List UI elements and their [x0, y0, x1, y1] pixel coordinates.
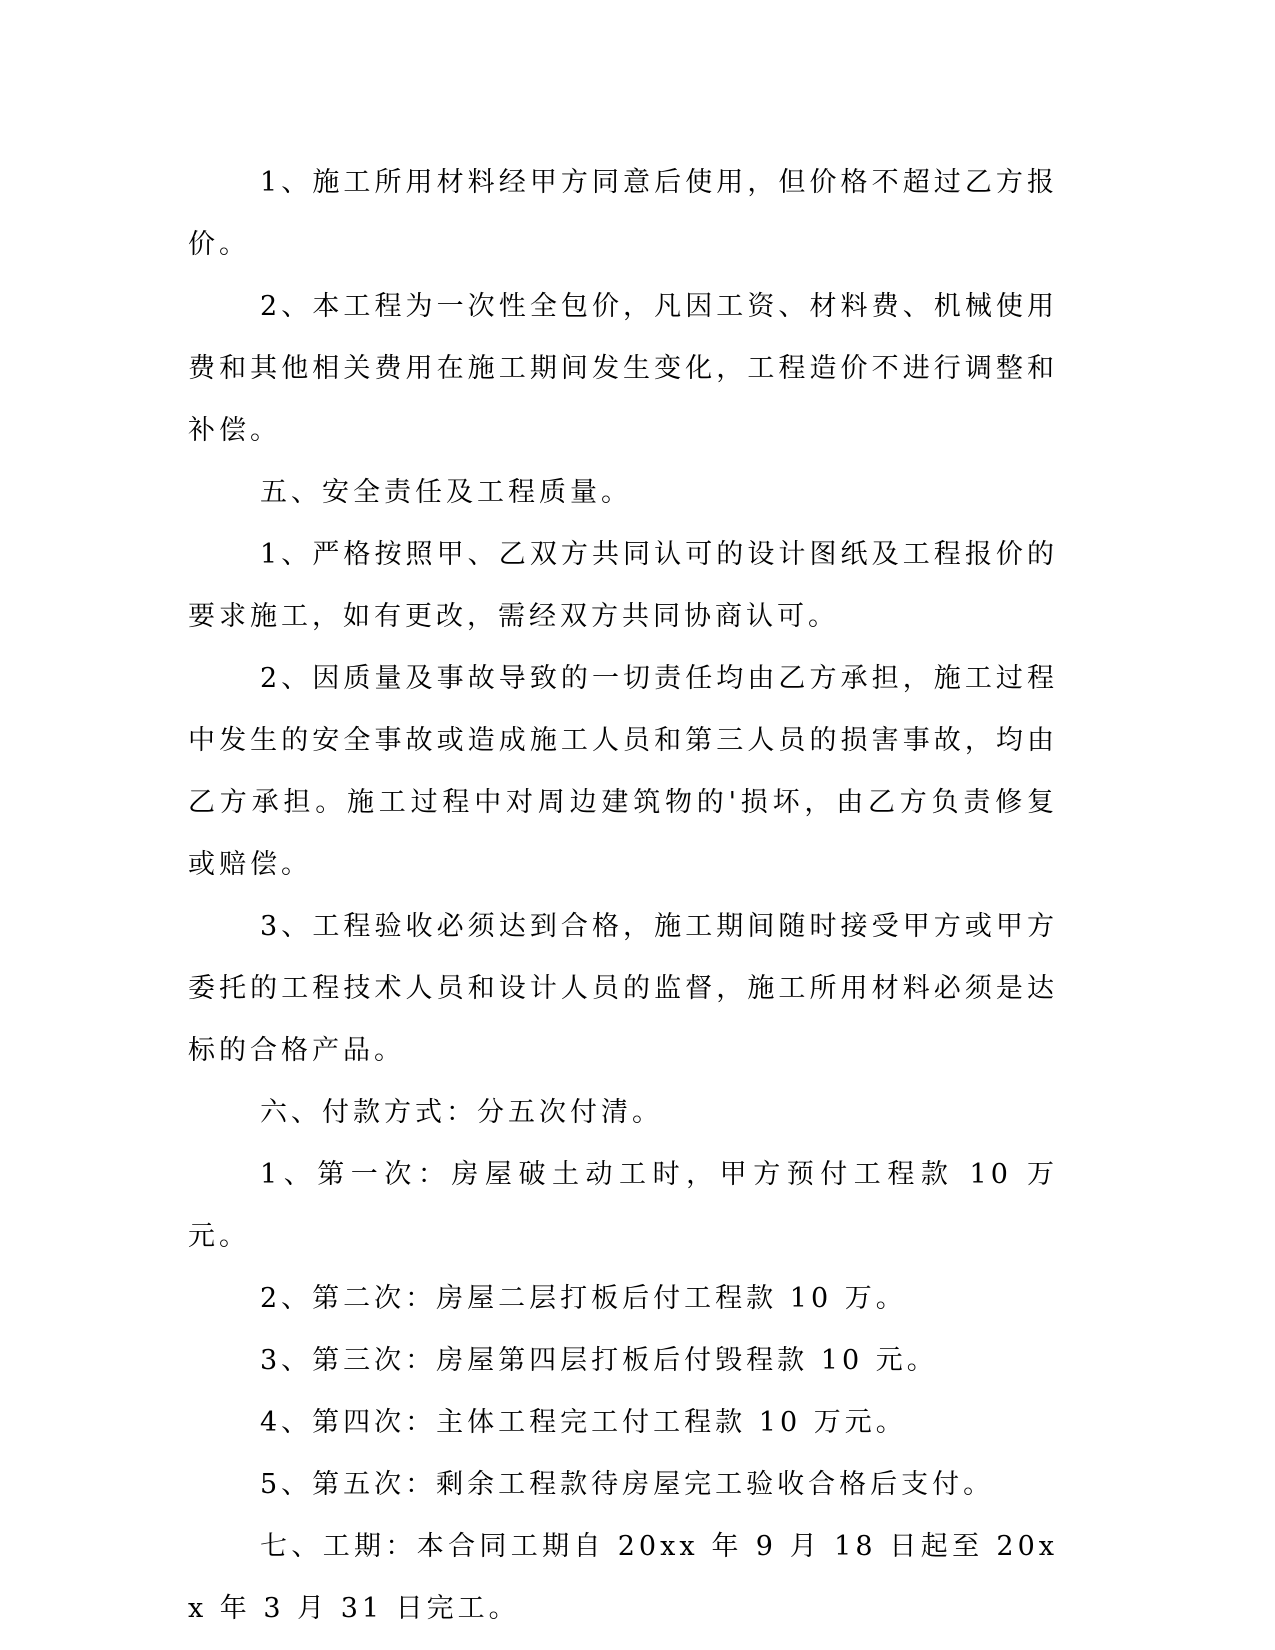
section-heading-schedule: 七、工期：本合同工期自 20xx 年 9 月 18 日起至 20xx 年 3 月 31 日完工。 — [188, 1531, 1058, 1624]
paragraph-material-price: 1、施工所用材料经甲方同意后使用，但价格不超过乙方报价。 — [188, 167, 1058, 260]
paragraph-payment-4: 4、第四次：主体工程完工付工程款 10 万元。 — [260, 1407, 907, 1438]
paragraph-design-compliance: 1、严格按照甲、乙双方共同认可的设计图纸及工程报价的要求施工，如有更改，需经双方共同协商认可。 — [188, 539, 1058, 632]
paragraph-accident-liability: 2、因质量及事故导致的一切责任均由乙方承担，施工过程中发生的安全事故或造成施工人员和第三人员的损害事故，均由乙方承担。施工过程中对周边建筑物的'损坏，由乙方负责修复或赔偿。 — [188, 663, 1058, 880]
paragraph-payment-2: 2、第二次：房屋二层打板后付工程款 10 万。 — [260, 1283, 907, 1314]
paragraph-payment-5: 5、第五次：剩余工程款待房屋完工验收合格后支付。 — [260, 1469, 995, 1500]
paragraph-acceptance-quality: 3、工程验收必须达到合格，施工期间随时接受甲方或甲方委托的工程技术人员和设计人员的监督，施工所用材料必须是达标的合格产品。 — [188, 911, 1058, 1066]
document-body — [188, 152, 1058, 1640]
paragraph-payment-1: 1、第一次：房屋破土动工时，甲方预付工程款 10 万元。 — [188, 1159, 1058, 1252]
paragraph-lump-sum-price: 2、本工程为一次性全包价，凡因工资、材料费、机械使用费和其他相关费用在施工期间发生变化，工程造价不进行调整和补偿。 — [188, 291, 1058, 446]
paragraph-payment-3: 3、第三次：房屋第四层打板后付毁程款 10 元。 — [260, 1345, 938, 1376]
section-heading-safety-quality: 五、安全责任及工程质量。 — [260, 477, 632, 508]
section-heading-payment: 六、付款方式：分五次付清。 — [260, 1097, 663, 1128]
